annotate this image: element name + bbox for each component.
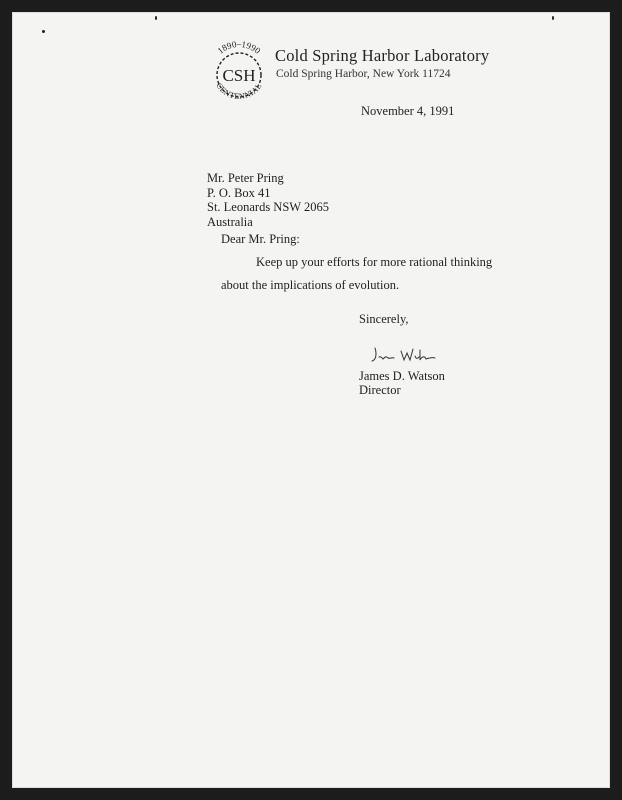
- seal-years: 1890–1990: [215, 39, 263, 56]
- ink-speck: [552, 16, 554, 20]
- svg-text:1890–1990: [216, 39, 263, 56]
- letter-page: [12, 12, 610, 788]
- organization-name: Cold Spring Harbor Laboratory: [275, 46, 490, 65]
- signatory-name: James D. Watson: [359, 369, 445, 383]
- centennial-seal: [200, 36, 278, 114]
- closing: Sincerely,: [359, 312, 409, 326]
- recipient-address: [207, 171, 329, 229]
- recipient-line1: P. O. Box 41: [207, 185, 271, 200]
- seal-label: CENTENNIAL: [214, 81, 264, 102]
- recipient-line2: St. Leonards NSW 2065: [207, 200, 329, 214]
- body-line-2: about the implications of evolution.: [221, 278, 400, 292]
- recipient-country: Australia: [207, 214, 253, 229]
- recipient-name: Mr. Peter Pring: [207, 171, 284, 185]
- letter-date: November 4, 1991: [361, 104, 455, 118]
- signature-image: [369, 344, 439, 366]
- salutation: Dear Mr. Pring:: [221, 232, 300, 246]
- signatory-title: Director: [359, 383, 401, 397]
- seal-initials: CSH: [222, 66, 256, 85]
- ink-speck: [42, 30, 45, 33]
- signatory-block: [359, 369, 445, 397]
- body-line-1: Keep up your efforts for more rational thinking: [256, 255, 493, 269]
- ink-speck: [155, 16, 157, 20]
- organization-address: Cold Spring Harbor, New York 11724: [276, 68, 451, 80]
